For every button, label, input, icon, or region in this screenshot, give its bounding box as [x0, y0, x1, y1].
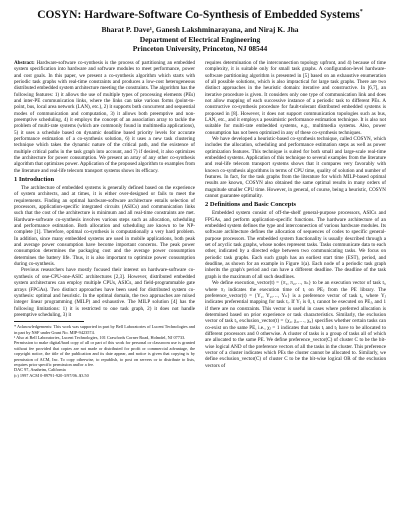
abstract	[14, 60, 195, 174]
footnote-rule	[14, 321, 84, 322]
intro-paragraph-4: We have developed a heuristic-based co-synthesis technique, called COSYN, which includes the allocation, scheduling and performance estimation steps as well as power optimization features. This technique is suited for both small and large-scale real-time embedded systems. Application of this technique to several examples from the literature and real-life telecom transport systems shows that it compares very favorably with known co-synthesis algorithms in terms of CPU time, quality of solution and number of features. In fact, for the task graphs from the literature for which MILP-based optimal results are known, COSYN also obtained the same optimal results in many orders of magnitude smaller CPU time. However, in general, of course, being a heuristic, COSYN cannot guarantee optimality.	[205, 135, 386, 200]
footnote-copyright: (c) 1997 ACM 0-89791-920-3/97/06..$3.50	[14, 372, 89, 378]
definitions-paragraph-2: We define execution_vector(t) = {π₁, π₂,…, πₙ} to be an execution vector of task tᵢ, where πⱼ indicates the execution time of tᵢ on PEⱼ from the PE library. The preference_vector(t) = {Υ₁, Υ₂,…, Υₙ} is a preference vector of task tᵢ, where Υⱼ indicates preferential mapping for task tᵢ. If Υⱼ is 0, tᵢ cannot be executed on PEⱼ, and 1 if there are no constraints. This vector is useful in cases where preferred allocation is determined based on prior experience or task characteristics. Similarly, the exclusion vector of task tᵢ, exclusion_vector(t) = {χ₁, χ₂,…, χᵩ} specifies whether certain tasks can co-exist on the same PE, i.e., χⱼ = 1 indicates that tasks tᵢ and tⱼ have to be allocated to different processors and 0 otherwise. A cluster of tasks is a group of tasks all of which are allocated to the same PE. We define preference_vector(C) of cluster C to be the bit-wise logical AND of the preference vectors of all the tasks in the cluster. This preference vector of a cluster indicates which PEs the cluster cannot be allocated to. Similarly, we define exclusion_vector(C) of cluster C to be the bit-wise logical OR of the exclusion vectors of	[205, 280, 386, 369]
intro-paragraph-3: requires determination of the interconnection topology upfront, and 4) because of time complexity, it is suitable only for small task graphs. A configuration-level hardware-software partitioning algorithm is presented in [5] based on an exhaustive enumeration of all possible solutions, which is also impractical for large task graphs. There are two distinct approaches in the heuristic domain: iterative and constructive. In [6,7], an iterative procedure is given. It considers only one type of communication link and does not allow mapping of each successive instance of a periodic task to different PEs. A constructive co-synthesis procedure for fault-tolerant distributed embedded systems is proposed in [8]. However, it does not support communication topologies such as bus, LAN, etc., and it employs a pessimistic performance estimation technique. It is also not suitable for multi-rate embedded systems, e.g., multimedia systems. Also, power consumption has not been optimized in any of these co-synthesis techniques.	[205, 59, 386, 136]
footnote-conference: DAC 97, Anaheim, California	[14, 367, 66, 373]
author-list: Bharat P. Dave¹, Ganesh Lakshminarayana, and Niraj K. Jha	[101, 24, 299, 34]
university: Princeton University, Princeton, NJ 08544	[132, 44, 268, 54]
footnote-permission: Permission to make digital/hard copy of all or part of this work for personal or classroom use is granted without fee provided that copies are not made or distributed for profit or commercial advantage, the copyright notice, the title of the publication and its date appear, and notice is given that copying is by permission of ACM, Inc. To copy otherwise, to republish, to post on servers or to distribute to lists, requires prior specific permission and/or a fee.	[14, 340, 195, 368]
right-column	[205, 60, 386, 378]
abstract-label: Abstract:	[14, 59, 35, 66]
paper-title	[14, 6, 386, 22]
definitions-paragraph-1: Embedded system consist of off-the-shelf general-purpose processors, ASICs and FPGAs, and perform application-specific functions. The hardware architecture of an embedded system defines the type and interconnection of various hardware modules. Its software architecture defines the allocation of sequences of codes to specific general-purpose processors. The embedded system functionality is usually described through a set of acyclic task graphs, whose nodes represent tasks. Tasks communicate data to each other, indicated by a directed edge between two communicating tasks. We focus on periodic task graphs. Each such graph has an earliest start time (EST), period, and deadline, as shown for an example in Figure 1(a). Each node of a periodic task graph inherits the graph's period and can have a different deadline. The deadline of the task graph is the maximum of all such deadlines.	[205, 210, 386, 280]
intro-paragraph-2: Previous researchers have mostly focused their interest on hardware-software co-synthesis of one-CPU-one-ASIC architectures [2,3]. However, distributed embedded system architectures can employ multiple CPUs, ASICs, and field-programmable gate arrays (FPGAs). Two distinct approaches have been used for distributed system co-synthesis: optimal and heuristic. In the optimal domain, the two approaches are mixed integer linear programming (MILP) and exhaustive. The MILP solution [4] has the following limitations: 1) it is restricted to one task graph, 2) it does not handle preemptive scheduling, 3) it	[14, 267, 195, 318]
department: Department of Electrical Engineering	[139, 34, 261, 44]
footnote-affiliation: ¹ Also at Bell Laboratories, Lucent Technologies, 101 Crawfords Corner Road, Holmdel, NJ 07733.	[14, 335, 186, 341]
left-column	[14, 60, 195, 378]
footnote-acknowledgement: * Acknowledgements: This work was supported in part by Bell Laboratories of Lucent Technologies and in part by NSF under Grant No. MIP-9423574.	[14, 324, 195, 335]
section-heading-introduction: 1 Introduction	[14, 176, 55, 184]
paper-header	[14, 6, 386, 54]
section-heading-definitions: 2 Definitions and Basic Concepts	[205, 201, 297, 209]
abstract-text: Hardware-software co-synthesis is the process of partitioning an embedded system specification into hardware and software modules to meet performance, power and cost goals. In this paper, we present a co-synthesis algorithm which starts with periodic task graphs with real-time constraints and produces a low-cost heterogeneous distributed embedded system architecture meeting the constraints. The algorithm has the following features: 1) it allows the use of multiple types of processing elements (PEs) and inter-PE communication links, where the links can take various forms (point-to-point, bus, local area network (LAN), etc.), 2) it supports both concurrent and sequential modes of communication and computation, 3) it allows both preemptive and non-preemptive scheduling, 4) it employs the concept of an association array to tackle the problem of multi-rate systems (which are commonly found in multimedia applications), 5) it uses a schedule based on dynamic deadline based priority levels for accurate performance estimation of a co-synthesis solution, 6) it uses a new task clustering technique which takes the dynamic nature of the critical path, and the existence of multiple critical paths in the task graph into account, and 7) if desired, it also optimizes the architecture for power consumption. We present an array of any other co-synthesis algorithm that optimizes power. Application of the proposed algorithm to examples from the literature and real-life telecom transport systems shows its efficacy.	[14, 59, 195, 174]
title-text: COSYN: Hardware-Software Co-Synthesis of Embedded Systems	[37, 8, 360, 21]
two-column-body	[14, 60, 386, 378]
intro-paragraph-1: The architecture of embedded systems is generally defined based on the experience of system architects, and at times, it is either over-designed or fails to meet the requirements. Finding an optimal hardware-software architecture entails selection of processors, application-specific integrated circuits (ASICs) and communication links such that the cost of the architecture is minimum and all real-time constraints are met. Hardware-software co-synthesis involves various steps such as allocation, scheduling and performance estimation. Both allocation and scheduling are known to be NP-complete [1]. Therefore, optimal co-synthesis is computationally a very hard problem. In addition, since many embedded systems are used in mobile applications, both peak and average power consumption have become important concerns. The peak power consumption determines the packaging cost and the average power consumption determines the battery life. Thus, it is also important to optimize power consumption during co-synthesis.	[14, 185, 195, 268]
title-footnote-mark: *	[359, 9, 363, 15]
